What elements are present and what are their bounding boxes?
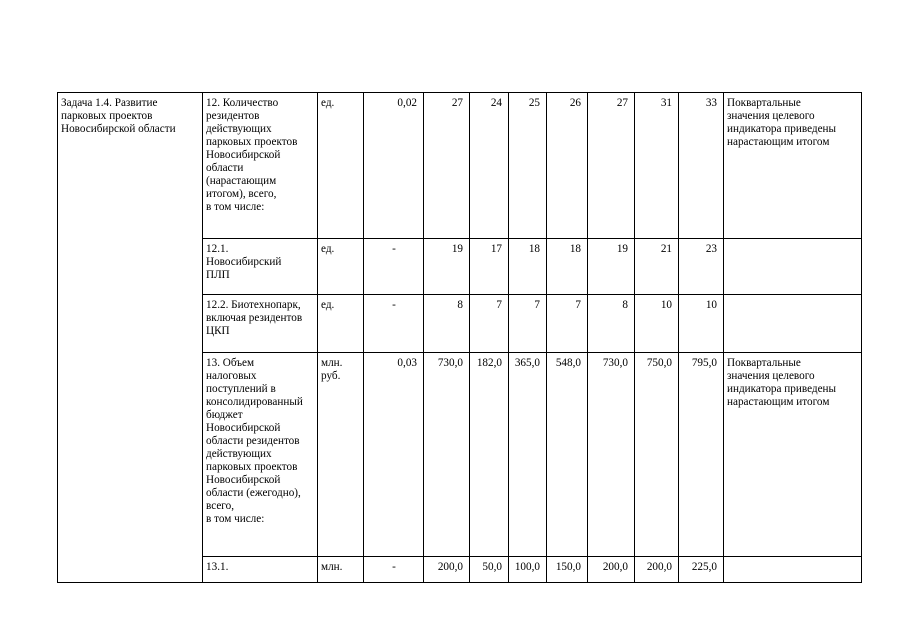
value-cell: 8 bbox=[588, 295, 635, 353]
value-cell: 795,0 bbox=[679, 353, 724, 557]
value-cell: 33 bbox=[679, 93, 724, 239]
value-cell: 100,0 bbox=[509, 557, 547, 583]
value-cell: 8 bbox=[424, 295, 470, 353]
value-cell: 18 bbox=[509, 239, 547, 295]
note-cell bbox=[724, 295, 862, 353]
indicator-name: 13.1. bbox=[203, 557, 318, 583]
note-cell: Поквартальные значения целевого индикатора приведены нарастающим итогом bbox=[724, 93, 862, 239]
indicator-name: 13. Объем налоговых поступлений в консолидированный бюджет Новосибирской области резидентов действующих парковых проектов Новосибирской области (ежегодно), всего, в том числе: bbox=[203, 353, 318, 557]
value-cell: 10 bbox=[679, 295, 724, 353]
value-cell: 27 bbox=[588, 93, 635, 239]
value-cell: 200,0 bbox=[635, 557, 679, 583]
unit-cell: млн. руб. bbox=[318, 353, 364, 557]
value-cell: 365,0 bbox=[509, 353, 547, 557]
indicator-name: 12.1. Новосибирский ПЛП bbox=[203, 239, 318, 295]
value-cell: 182,0 bbox=[470, 353, 509, 557]
table-row bbox=[58, 93, 862, 239]
unit-cell: млн. bbox=[318, 557, 364, 583]
value-cell: 200,0 bbox=[424, 557, 470, 583]
note-cell bbox=[724, 557, 862, 583]
value-cell: 17 bbox=[470, 239, 509, 295]
value-cell: 7 bbox=[547, 295, 588, 353]
value-cell: 18 bbox=[547, 239, 588, 295]
value-cell: 27 bbox=[424, 93, 470, 239]
value-cell: 150,0 bbox=[547, 557, 588, 583]
base-value: - bbox=[364, 239, 424, 295]
note-cell bbox=[724, 239, 862, 295]
value-cell: 730,0 bbox=[424, 353, 470, 557]
base-value: - bbox=[364, 295, 424, 353]
indicators-table bbox=[57, 92, 862, 583]
unit-cell: ед. bbox=[318, 93, 364, 239]
value-cell: 730,0 bbox=[588, 353, 635, 557]
value-cell: 225,0 bbox=[679, 557, 724, 583]
value-cell: 7 bbox=[509, 295, 547, 353]
unit-cell: ед. bbox=[318, 295, 364, 353]
base-value: - bbox=[364, 557, 424, 583]
value-cell: 21 bbox=[635, 239, 679, 295]
value-cell: 10 bbox=[635, 295, 679, 353]
value-cell: 25 bbox=[509, 93, 547, 239]
note-cell: Поквартальные значения целевого индикатора приведены нарастающим итогом bbox=[724, 353, 862, 557]
value-cell: 750,0 bbox=[635, 353, 679, 557]
task-cell: Задача 1.4. Развитие парковых проектов Новосибирской области bbox=[58, 93, 203, 583]
value-cell: 50,0 bbox=[470, 557, 509, 583]
indicator-name: 12.2. Биотехнопарк, включая резидентов ЦКП bbox=[203, 295, 318, 353]
base-value: 0,02 bbox=[364, 93, 424, 239]
value-cell: 19 bbox=[424, 239, 470, 295]
value-cell: 31 bbox=[635, 93, 679, 239]
value-cell: 24 bbox=[470, 93, 509, 239]
indicator-name: 12. Количество резидентов действующих парковых проектов Новосибирской области (нарастающим итогом), всего, в том числе: bbox=[203, 93, 318, 239]
value-cell: 19 bbox=[588, 239, 635, 295]
value-cell: 23 bbox=[679, 239, 724, 295]
value-cell: 200,0 bbox=[588, 557, 635, 583]
value-cell: 26 bbox=[547, 93, 588, 239]
unit-cell: ед. bbox=[318, 239, 364, 295]
base-value: 0,03 bbox=[364, 353, 424, 557]
value-cell: 548,0 bbox=[547, 353, 588, 557]
value-cell: 7 bbox=[470, 295, 509, 353]
